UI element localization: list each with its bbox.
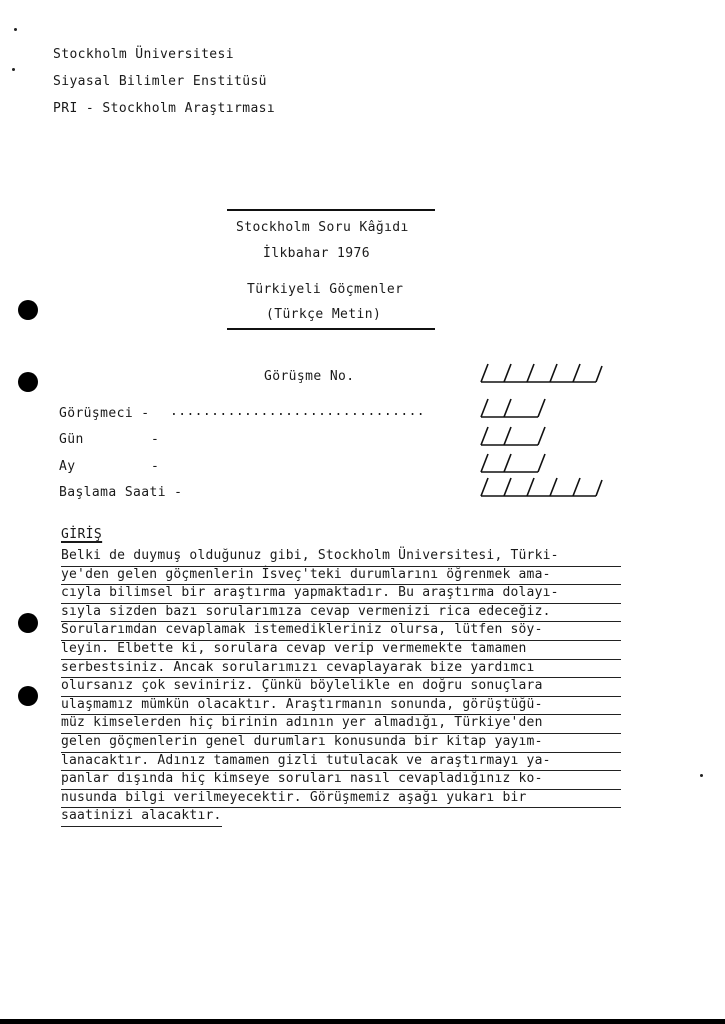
questionnaire-title: Stockholm Soru Kâğıdı	[236, 220, 409, 235]
interview-number-label: Görüşme No.	[264, 369, 355, 384]
month-slots[interactable]	[478, 451, 550, 475]
questionnaire-subject: Türkiyeli Göçmenler	[247, 282, 404, 297]
intro-paragraph	[61, 548, 621, 827]
speck	[12, 68, 15, 71]
intro-heading: GİRİŞ	[61, 527, 103, 542]
intro-line: nusunda bilgi verilmeyecektir. Görüşmemiz aşağı yukarı bir	[61, 790, 621, 809]
intro-line: cıyla bilimsel bir araştırma yapmaktadır. Bu araştırma dolayı-	[61, 585, 621, 604]
month-dash: -	[151, 459, 160, 474]
intro-line: gelen göçmenlerin genel durumları konusunda bir kitap yayım-	[61, 734, 621, 753]
speck	[14, 28, 17, 31]
questionnaire-language: (Türkçe Metin)	[266, 307, 382, 322]
day-label: Gün	[59, 432, 84, 447]
title-bottom-rule	[227, 328, 435, 330]
intro-line: sıyla sizden bazı sorularımıza cevap vermenizi rica edeceğiz.	[61, 604, 621, 623]
day-dash: -	[151, 432, 160, 447]
punch-hole	[18, 372, 38, 392]
punch-hole	[18, 300, 38, 320]
month-label: Ay	[59, 459, 76, 474]
intro-line: Sorularımdan cevaplamak istemedikleriniz olursa, lütfen söy-	[61, 622, 621, 641]
title-top-rule	[227, 209, 435, 211]
interviewer-label: Görüşmeci -	[59, 406, 150, 421]
intro-line: Belki de duymuş olduğunuz gibi, Stockholm Üniversitesi, Türki-	[61, 548, 621, 567]
intro-line: serbestsiniz. Ancak sorularımızı cevaplayarak bize yardımcı	[61, 660, 621, 679]
day-slots[interactable]	[478, 424, 550, 448]
intro-line: müz kimselerden hiç birinin adının yer almadığı, Türkiye'den	[61, 715, 621, 734]
start-time-label: Başlama Saati -	[59, 485, 183, 500]
punch-hole	[18, 613, 38, 633]
start-time-slots[interactable]	[478, 475, 604, 499]
intro-line: ulaşmamız mümkün olacaktır. Araştırmanın sonunda, görüştüğü-	[61, 697, 621, 716]
intro-line: panlar dışında hiç kimseye soruları nasıl cevapladığınız ko-	[61, 771, 621, 790]
punch-hole	[18, 686, 38, 706]
scan-edge	[0, 1019, 725, 1024]
intro-line: lanacaktır. Adınız tamamen gizli tutulacak ve araştırmayı ya-	[61, 753, 621, 772]
intro-line: leyin. Elbette ki, sorulara cevap verip vermemekte tamamen	[61, 641, 621, 660]
interview-number-slots[interactable]	[478, 361, 604, 385]
intro-line: saatinizi alacaktır.	[61, 808, 222, 827]
speck	[700, 774, 703, 777]
institution-name: Stockholm Üniversitesi	[53, 47, 234, 62]
interviewer-dots[interactable]: ...............................	[170, 404, 426, 419]
questionnaire-season: İlkbahar 1976	[263, 246, 370, 261]
intro-line: olursanız çok seviniriz. Çünkü böylelikle en doğru sonuçlara	[61, 678, 621, 697]
study-name: PRI - Stockholm Araştırması	[53, 101, 276, 116]
interviewer-slots[interactable]	[478, 396, 550, 420]
institute-name: Siyasal Bilimler Enstitüsü	[53, 74, 267, 89]
intro-line: ye'den gelen göçmenlerin İsveç'teki durumlarını öğrenmek ama-	[61, 567, 621, 586]
